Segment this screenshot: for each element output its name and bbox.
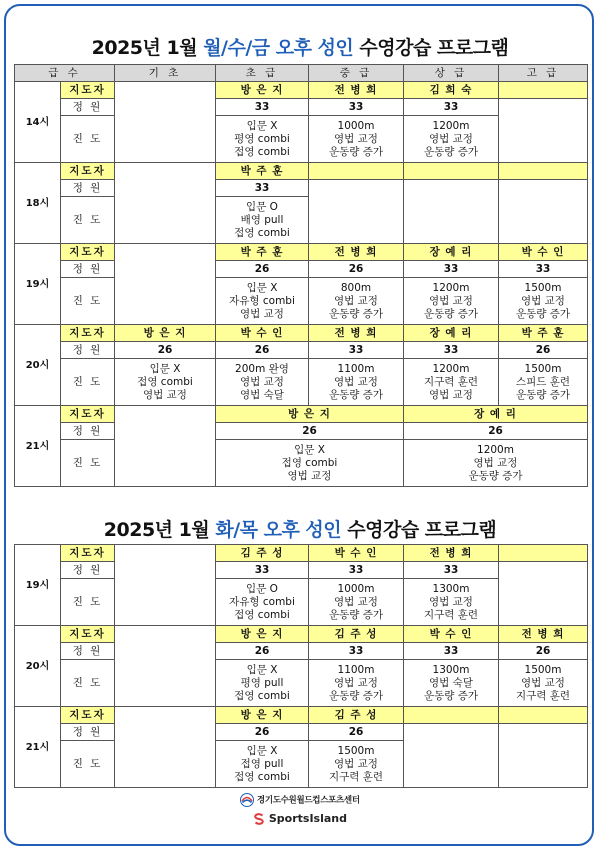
empty-cell <box>499 99 588 163</box>
capacity-cell: 33 <box>404 261 499 278</box>
row-label-progress: 진 도 <box>61 278 115 325</box>
instructor-cell <box>499 707 588 724</box>
progress-line: 입문 X <box>246 281 278 294</box>
row-label-instructor: 지도자 <box>61 163 115 180</box>
progress-line: 영법 교정 <box>334 676 378 689</box>
progress-cell <box>216 440 404 487</box>
progress-cell <box>404 359 499 406</box>
row-label-progress: 진 도 <box>61 440 115 487</box>
capacity-cell: 33 <box>404 99 499 116</box>
progress-cell <box>404 440 588 487</box>
progress-line: 운동량 증가 <box>328 388 384 401</box>
title-days: 화/목 오후 성인 <box>215 519 342 541</box>
progress-line: 접영 combi <box>234 770 290 783</box>
instructor-cell: 김 주 성 <box>309 626 404 643</box>
sports-center-name-row <box>0 793 600 807</box>
progress-cell <box>216 660 309 707</box>
header-upper: 상 급 <box>404 65 499 82</box>
progress-line: 스피드 훈련 <box>515 375 571 388</box>
progress-line: 입문 O <box>246 582 278 595</box>
empty-cell <box>404 724 499 788</box>
progress-line: 영법 교정 <box>287 469 332 482</box>
row-label-capacity: 정 원 <box>61 99 115 116</box>
header-intermediate: 중 급 <box>309 65 404 82</box>
progress-line: 자유형 combi <box>229 294 295 307</box>
row-label-instructor: 지도자 <box>61 325 115 342</box>
progress-line: 운동량 증가 <box>328 689 384 702</box>
empty-cell <box>499 724 588 788</box>
progress-cell <box>404 660 499 707</box>
schedule-table-mwf <box>14 64 588 487</box>
progress-cell <box>499 359 588 406</box>
empty-cell <box>499 562 588 626</box>
progress-line: 200m 완영 <box>235 362 289 375</box>
instructor-cell: 전 병 희 <box>309 244 404 261</box>
empty-cell <box>115 244 216 325</box>
capacity-cell: 33 <box>216 99 309 116</box>
time-slot: 18시 <box>15 163 61 244</box>
progress-line: 접영 combi <box>234 226 290 239</box>
instructor-cell: 박 수 인 <box>216 325 309 342</box>
time-slot: 20시 <box>15 325 61 406</box>
empty-cell <box>404 180 499 244</box>
row-label-progress: 진 도 <box>61 197 115 244</box>
capacity-cell: 26 <box>115 342 216 359</box>
progress-line: 영법 교정 <box>240 307 284 320</box>
capacity-cell: 26 <box>404 423 588 440</box>
capacity-cell: 33 <box>404 562 499 579</box>
empty-cell <box>115 82 216 163</box>
progress-cell <box>499 278 588 325</box>
sports-center-emblem-icon <box>240 793 254 807</box>
progress-line: 운동량 증가 <box>423 307 479 320</box>
row-label-instructor: 지도자 <box>61 244 115 261</box>
instructor-cell: 박 수 인 <box>404 626 499 643</box>
row-label-progress: 진 도 <box>61 741 115 788</box>
progress-line: 영법 교정 <box>143 388 187 401</box>
progress-line: 영법 교정 <box>334 375 378 388</box>
progress-line: 1300m <box>432 663 470 676</box>
empty-cell <box>309 180 404 244</box>
time-slot: 14시 <box>15 82 61 163</box>
progress-line: 1000m <box>337 582 375 595</box>
title-suffix: 수영강습 프로그램 <box>353 37 509 59</box>
empty-cell <box>115 707 216 788</box>
progress-line: 지구력 훈련 <box>515 689 571 702</box>
empty-cell <box>115 545 216 626</box>
instructor-cell: 김 주 성 <box>216 545 309 562</box>
progress-line: 영법 교정 <box>334 757 378 770</box>
progress-line: 운동량 증가 <box>423 689 479 702</box>
title-days: 월/수/금 오후 성인 <box>203 37 354 59</box>
progress-line: 접영 combi <box>281 456 338 469</box>
instructor-cell: 박 주 훈 <box>216 244 309 261</box>
instructor-cell: 장 예 리 <box>404 244 499 261</box>
progress-line: 영법 교정 <box>240 375 284 388</box>
progress-line: 영법 교정 <box>429 388 473 401</box>
row-label-capacity: 정 원 <box>61 643 115 660</box>
row-label-instructor: 지도자 <box>61 707 115 724</box>
schedule-table-tt <box>14 544 588 788</box>
progress-line: 입문 O <box>246 200 278 213</box>
capacity-cell: 33 <box>499 261 588 278</box>
progress-cell <box>216 741 309 788</box>
brand-row <box>0 812 600 825</box>
progress-line: 자유형 combi <box>229 595 295 608</box>
progress-line: 운동량 증가 <box>515 388 571 401</box>
progress-cell <box>404 116 499 163</box>
row-label-instructor: 지도자 <box>61 406 115 423</box>
capacity-cell: 26 <box>309 261 404 278</box>
empty-cell <box>499 180 588 244</box>
capacity-cell: 33 <box>309 99 404 116</box>
capacity-cell: 26 <box>216 423 404 440</box>
row-label-progress: 진 도 <box>61 359 115 406</box>
capacity-cell: 33 <box>309 643 404 660</box>
time-slot: 21시 <box>15 707 61 788</box>
empty-cell <box>115 406 216 487</box>
row-label-capacity: 정 원 <box>61 342 115 359</box>
capacity-cell: 26 <box>499 643 588 660</box>
header-level: 급 수 <box>15 65 115 82</box>
progress-cell <box>404 278 499 325</box>
progress-line: 1200m <box>477 443 514 456</box>
progress-cell <box>404 579 499 626</box>
instructor-cell: 방 은 지 <box>216 707 309 724</box>
progress-line: 1200m <box>432 362 470 375</box>
capacity-cell: 33 <box>404 342 499 359</box>
progress-line: 1000m <box>337 119 375 132</box>
progress-line: 영법 교정 <box>334 595 378 608</box>
progress-line: 운동량 증가 <box>328 145 384 158</box>
row-label-capacity: 정 원 <box>61 423 115 440</box>
progress-cell <box>309 579 404 626</box>
progress-line: 접영 combi <box>234 689 290 702</box>
title-prefix: 2025년 1월 <box>91 37 204 59</box>
progress-line: 영법 교정 <box>334 132 378 145</box>
instructor-cell: 전 병 희 <box>499 626 588 643</box>
title-tt <box>0 515 600 542</box>
progress-line: 지구력 훈련 <box>423 608 479 621</box>
instructor-cell <box>404 163 499 180</box>
progress-cell <box>216 116 309 163</box>
progress-line: 영법 교정 <box>429 595 473 608</box>
instructor-cell: 박 수 인 <box>499 244 588 261</box>
row-label-capacity: 정 원 <box>61 562 115 579</box>
progress-line: 접영 combi <box>234 145 290 158</box>
instructor-cell: 장 예 리 <box>404 406 588 423</box>
progress-line: 영법 교정 <box>429 132 473 145</box>
instructor-cell: 방 은 지 <box>115 325 216 342</box>
capacity-cell: 26 <box>309 724 404 741</box>
row-label-progress: 진 도 <box>61 116 115 163</box>
empty-cell <box>115 163 216 244</box>
instructor-cell: 방 은 지 <box>216 82 309 99</box>
instructor-cell <box>309 163 404 180</box>
instructor-cell: 박 주 훈 <box>499 325 588 342</box>
progress-cell <box>216 579 309 626</box>
instructor-cell <box>499 82 588 99</box>
progress-line: 입문 X <box>294 443 325 456</box>
progress-line: 영법 숙달 <box>429 676 473 689</box>
footer <box>0 793 600 825</box>
time-slot: 19시 <box>15 244 61 325</box>
instructor-cell: 김 주 성 <box>309 707 404 724</box>
capacity-cell: 26 <box>216 342 309 359</box>
instructor-cell <box>499 545 588 562</box>
header-advanced: 고 급 <box>499 65 588 82</box>
progress-line: 영법 교정 <box>334 294 378 307</box>
progress-line: 800m <box>340 281 372 294</box>
progress-line: 1500m <box>337 744 375 757</box>
row-label-capacity: 정 원 <box>61 180 115 197</box>
instructor-cell: 방 은 지 <box>216 626 309 643</box>
progress-line: 운동량 증가 <box>423 145 479 158</box>
progress-line: 1500m <box>524 281 562 294</box>
row-label-instructor: 지도자 <box>61 626 115 643</box>
title-suffix: 수영강습 프로그램 <box>341 519 497 541</box>
sportsisland-logo-icon <box>253 813 265 825</box>
progress-line: 1100m <box>337 362 375 375</box>
progress-cell <box>216 278 309 325</box>
progress-line: 운동량 증가 <box>468 469 523 482</box>
progress-cell <box>499 660 588 707</box>
progress-cell <box>216 197 309 244</box>
row-label-capacity: 정 원 <box>61 261 115 278</box>
time-slot: 20시 <box>15 626 61 707</box>
progress-line: 영법 교정 <box>429 294 473 307</box>
progress-line: 영법 교정 <box>521 294 565 307</box>
capacity-cell: 26 <box>216 643 309 660</box>
capacity-cell: 26 <box>216 261 309 278</box>
progress-line: 1300m <box>432 582 470 595</box>
header-basic: 기 초 <box>115 65 216 82</box>
row-label-progress: 진 도 <box>61 660 115 707</box>
progress-line: 평영 combi <box>234 132 290 145</box>
progress-line: 접영 combi <box>234 608 290 621</box>
progress-line: 운동량 증가 <box>328 608 384 621</box>
brand-name: SportsIsland <box>268 812 347 825</box>
progress-line: 영법 교정 <box>521 676 565 689</box>
instructor-cell <box>404 707 499 724</box>
progress-cell <box>309 278 404 325</box>
instructor-cell: 전 병 희 <box>309 325 404 342</box>
progress-line: 평영 pull <box>240 676 284 689</box>
instructor-cell <box>499 163 588 180</box>
capacity-cell: 33 <box>216 562 309 579</box>
progress-cell <box>309 359 404 406</box>
instructor-cell: 전 병 희 <box>404 545 499 562</box>
title-mwf <box>0 33 600 60</box>
row-label-capacity: 정 원 <box>61 724 115 741</box>
capacity-cell: 26 <box>499 342 588 359</box>
progress-line: 1200m <box>432 281 470 294</box>
progress-line: 1100m <box>337 663 375 676</box>
progress-cell <box>216 359 309 406</box>
progress-cell <box>309 741 404 788</box>
progress-line: 배영 pull <box>240 213 284 226</box>
instructor-cell: 김 희 숙 <box>404 82 499 99</box>
time-slot: 19시 <box>15 545 61 626</box>
sports-center-name: 경기도수원월드컵스포츠센터 <box>256 795 360 806</box>
instructor-cell: 박 주 훈 <box>216 163 309 180</box>
progress-cell <box>309 660 404 707</box>
title-prefix: 2025년 1월 <box>103 519 216 541</box>
progress-line: 접영 pull <box>240 757 284 770</box>
instructor-cell: 장 예 리 <box>404 325 499 342</box>
progress-line: 입문 X <box>149 362 181 375</box>
progress-line: 입문 X <box>246 119 278 132</box>
row-label-progress: 진 도 <box>61 579 115 626</box>
time-slot: 21시 <box>15 406 61 487</box>
progress-line: 운동량 증가 <box>328 307 384 320</box>
instructor-cell: 박 수 인 <box>309 545 404 562</box>
empty-cell <box>115 626 216 707</box>
capacity-cell: 33 <box>404 643 499 660</box>
progress-line: 접영 combi <box>137 375 193 388</box>
row-label-instructor: 지도자 <box>61 545 115 562</box>
instructor-cell: 전 병 희 <box>309 82 404 99</box>
header-beginner: 초 급 <box>216 65 309 82</box>
instructor-cell: 방 은 지 <box>216 406 404 423</box>
row-label-instructor: 지도자 <box>61 82 115 99</box>
progress-line: 영법 숙달 <box>240 388 284 401</box>
progress-line: 지구력 훈련 <box>328 770 384 783</box>
progress-line: 1500m <box>524 663 562 676</box>
capacity-cell: 33 <box>309 342 404 359</box>
capacity-cell: 33 <box>309 562 404 579</box>
progress-line: 영법 교정 <box>473 456 518 469</box>
progress-line: 지구력 훈련 <box>423 375 479 388</box>
capacity-cell: 26 <box>216 724 309 741</box>
progress-line: 운동량 증가 <box>515 307 571 320</box>
progress-line: 입문 X <box>246 744 278 757</box>
progress-line: 입문 X <box>246 663 278 676</box>
capacity-cell: 33 <box>216 180 309 197</box>
progress-cell <box>309 116 404 163</box>
progress-cell <box>115 359 216 406</box>
progress-line: 1500m <box>524 362 562 375</box>
progress-line: 1200m <box>432 119 470 132</box>
